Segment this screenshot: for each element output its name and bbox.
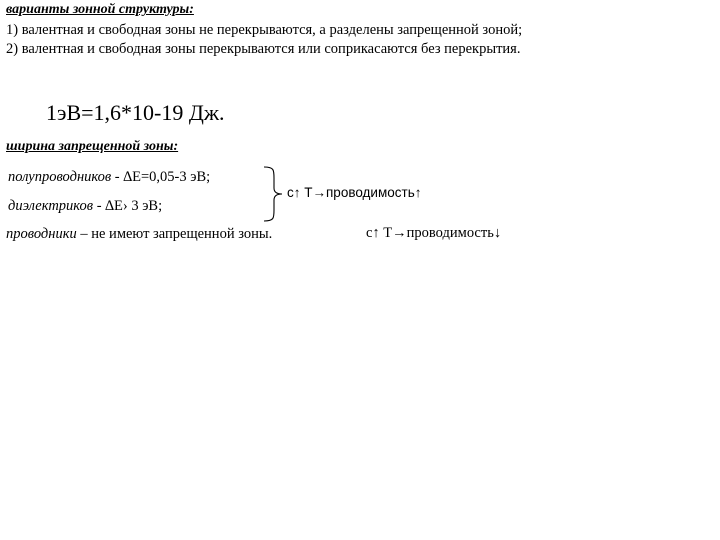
electron-volt-definition: 1эВ=1,6*10-19 Дж. <box>46 100 225 125</box>
semiconductors-value: - ∆E=0,05-3 эВ; <box>111 169 211 185</box>
semiconductors-dielectrics-note: с↑ Т→проводимость↑ <box>287 185 422 200</box>
conductors-label: проводники <box>6 226 77 242</box>
band-gap-heading: ширина запрещенной зоны: <box>6 139 179 154</box>
dielectrics-value: - ∆E› 3 эВ; <box>93 198 163 214</box>
semiconductors-line <box>8 169 210 186</box>
conductors-line <box>6 226 272 243</box>
semiconductors-label: полупроводников <box>8 169 112 185</box>
conductors-value: – не имеют запрещенной зоны. <box>76 226 273 242</box>
conductors-note: с↑ Т→проводимость↓ <box>366 225 502 241</box>
zone-structure-item-2: 2) валентная и свободная зоны перекрываются или соприкасаются без перекрытия. <box>6 41 521 57</box>
zone-structure-item-1: 1) валентная и свободная зоны не перекрываются, а разделены запрещенной зоной; <box>6 22 523 38</box>
zone-structure-heading: варианты зонной структуры: <box>6 2 194 17</box>
dielectrics-label: диэлектриков <box>8 198 94 214</box>
dielectrics-line <box>8 198 162 215</box>
right-brace-icon <box>262 166 286 222</box>
